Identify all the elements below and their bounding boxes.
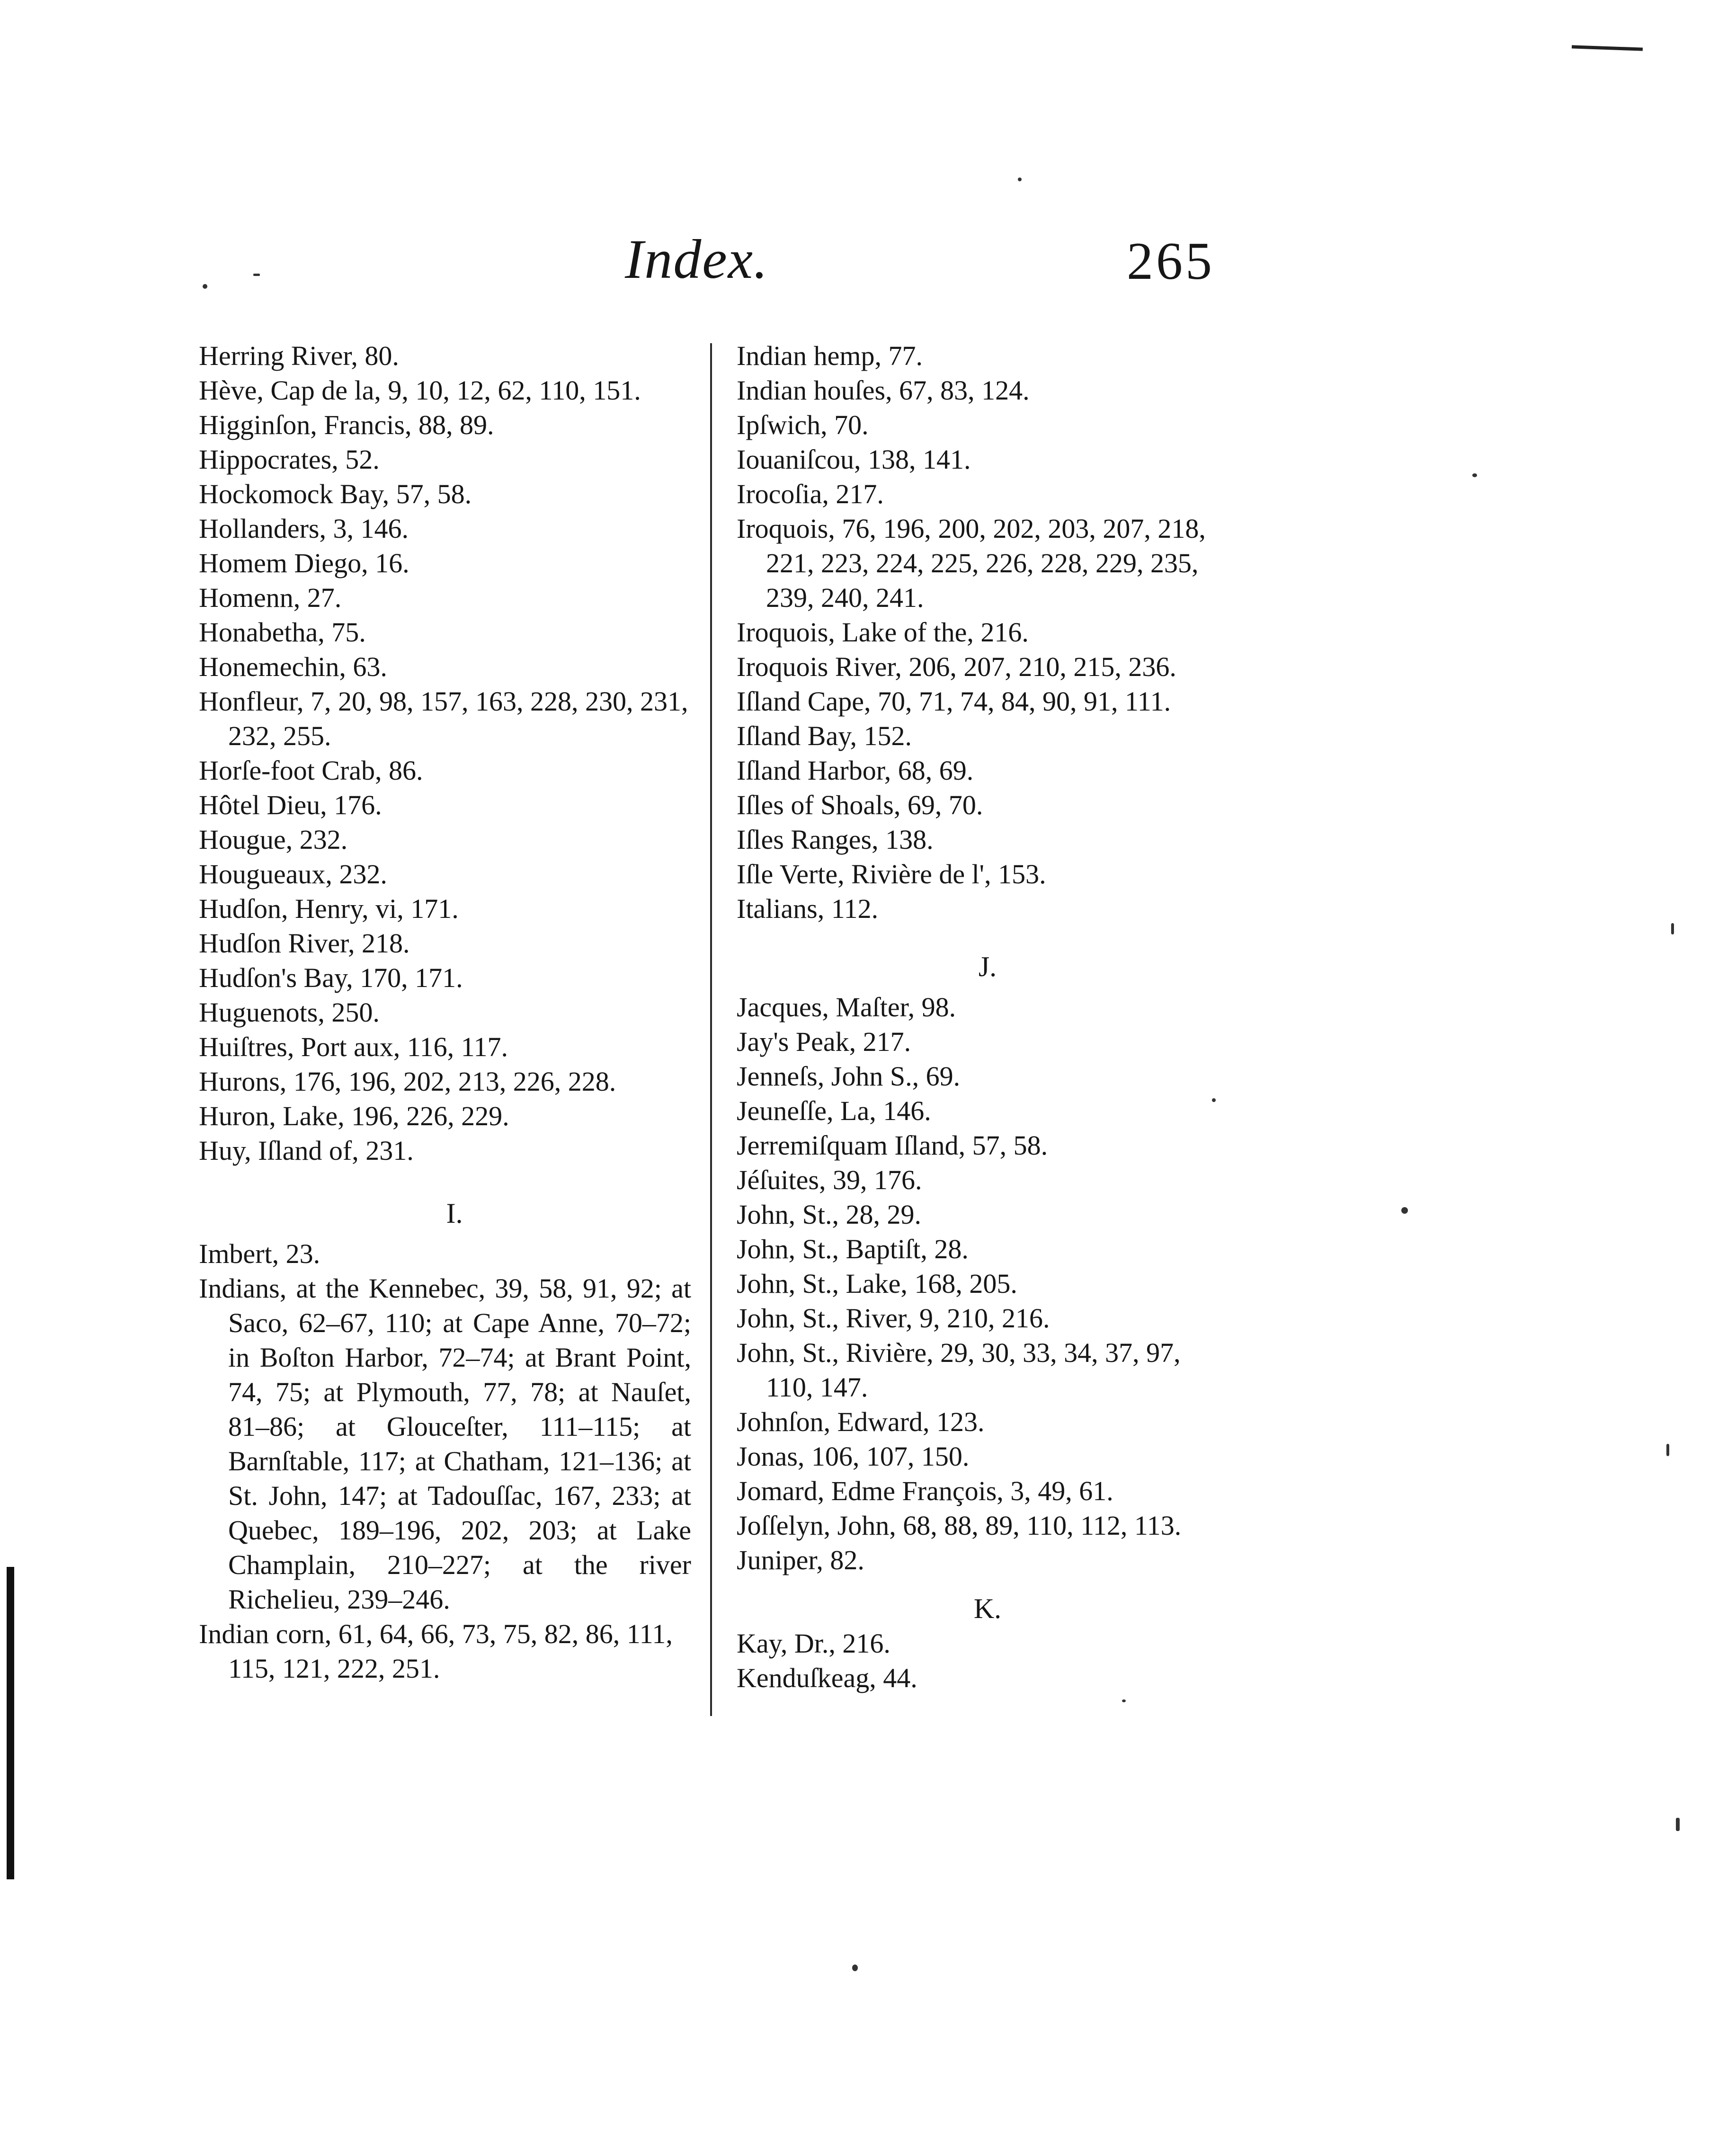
index-entry: Ipſwich, 70.: [737, 409, 869, 440]
index-entry: Hudſon's Bay, 170, 171.: [199, 962, 463, 993]
ink-speck: [1018, 178, 1022, 181]
index-entry: Herring River, 80.: [199, 340, 399, 371]
section-heading-j: J.: [978, 951, 997, 982]
index-entry: Iroquois, 76, 196, 200, 202, 203, 207, 218, 221, 223, 224, 225, 226, 228, 229, 235, 239, 240, 241.: [737, 513, 1206, 613]
index-entry: Italians, 112.: [737, 893, 879, 924]
page-title: Index.: [625, 228, 769, 290]
ink-speck: [1212, 1098, 1216, 1102]
ink-speck: [1676, 1818, 1680, 1831]
index-column-left: [199, 338, 691, 1686]
index-entry: John, St., Lake, 168, 205.: [737, 1268, 1017, 1299]
index-entry: Jeuneſſe, La, 146.: [737, 1095, 931, 1126]
index-entry: Higginſon, Francis, 88, 89.: [199, 409, 494, 440]
index-entry: Honfleur, 7, 20, 98, 157, 163, 228, 230, 231, 232, 255.: [199, 686, 688, 751]
index-column-right: [737, 338, 1229, 1695]
index-entry: Hollanders, 3, 146.: [199, 513, 409, 544]
index-entry: Iſle Verte, Rivière de l', 153.: [737, 859, 1046, 889]
index-entry: Irocoſia, 217.: [737, 479, 884, 509]
ink-speck: [203, 284, 207, 289]
ink-speck: [1122, 1699, 1126, 1702]
index-entry: Johnſon, Edward, 123.: [737, 1406, 985, 1437]
index-entry: John, St., River, 9, 210, 216.: [737, 1303, 1050, 1334]
ink-speck: [253, 274, 260, 276]
index-entry: Jonas, 106, 107, 150.: [737, 1441, 970, 1472]
index-entry: Huron, Lake, 196, 226, 229.: [199, 1101, 509, 1131]
section-heading-k: K.: [973, 1593, 1002, 1624]
index-entry: Hippocrates, 52.: [199, 444, 380, 475]
index-entry: Jacques, Maſter, 98.: [737, 992, 956, 1023]
index-entry: Iſles of Shoals, 69, 70.: [737, 790, 983, 820]
index-entry: Hudſon River, 218.: [199, 928, 410, 959]
index-entry: John, St., Rivière, 29, 30, 33, 34, 37, 97, 110, 147.: [737, 1337, 1181, 1403]
page-number: 265: [1127, 232, 1215, 291]
index-entry: Homem Diego, 16.: [199, 548, 410, 578]
index-entry: Horſe-foot Crab, 86.: [199, 755, 423, 786]
ink-speck: [1671, 923, 1674, 934]
index-entry: Joſſelyn, John, 68, 88, 89, 110, 112, 113.: [737, 1510, 1182, 1541]
ink-speck: [852, 1965, 858, 1971]
index-entry: Iſland Bay, 152.: [737, 720, 912, 751]
index-entry: Hève, Cap de la, 9, 10, 12, 62, 110, 151.: [199, 375, 641, 406]
index-entry: Jéſuites, 39, 176.: [737, 1165, 922, 1195]
index-entry: Indian corn, 61, 64, 66, 73, 75, 82, 86, 111, 115, 121, 222, 251.: [199, 1618, 673, 1684]
ink-speck: [1401, 1207, 1408, 1214]
index-entry: Imbert, 23.: [199, 1238, 320, 1269]
index-entry: Hôtel Dieu, 176.: [199, 790, 382, 820]
index-entry: Iſland Harbor, 68, 69.: [737, 755, 974, 786]
index-entry: Hurons, 176, 196, 202, 213, 226, 228.: [199, 1066, 616, 1097]
index-entry: Indian houſes, 67, 83, 124.: [737, 375, 1030, 406]
index-entry: Honemechin, 63.: [199, 651, 387, 682]
index-entry: Kay, Dr., 216.: [737, 1628, 890, 1659]
index-entry: Kenduſkeag, 44.: [737, 1663, 917, 1693]
index-entry: Juniper, 82.: [737, 1545, 864, 1575]
index-entry: John, St., 28, 29.: [737, 1199, 921, 1230]
index-entry: Hockomock Bay, 57, 58.: [199, 479, 472, 509]
index-entry: Iſles Ranges, 138.: [737, 824, 934, 855]
index-entry: Indians, at the Kennebec, 39, 58, 91, 92; at Saco, 62–67, 110; at Cape Anne, 70–72; in Boſton Harbor, 72–74; at Brant Point, 74, 75; at Plymouth, 77, 78; at Nauſet, 81–86; at Glouceſter, 111–115; at Barnſtable, 117; at Chatham, 121–136; at St. John, 147; at Tadouſſac, 167, 233; at Quebec, 189–196, 202, 203; at Lake Champlain, 210–227; at the river Richelieu, 239–246.: [199, 1273, 691, 1615]
index-entry: Jay's Peak, 217.: [737, 1026, 911, 1057]
ink-speck: [1666, 1444, 1669, 1456]
index-entry: Hougueaux, 232.: [199, 859, 387, 889]
section-heading-i: I.: [446, 1198, 463, 1229]
index-entry: Iouaniſcou, 138, 141.: [737, 444, 971, 475]
index-entry: Hudſon, Henry, vi, 171.: [199, 893, 459, 924]
ink-mark: [1572, 45, 1643, 51]
column-divider: [710, 343, 712, 1716]
index-entry: Honabetha, 75.: [199, 617, 366, 648]
ink-speck: [1472, 473, 1477, 477]
index-entry: Homenn, 27.: [199, 582, 342, 613]
index-entry: Huy, Iſland of, 231.: [199, 1135, 414, 1166]
index-entry: Iſland Cape, 70, 71, 74, 84, 90, 91, 111.: [737, 686, 1171, 717]
index-entry: Jomard, Edme François, 3, 49, 61.: [737, 1476, 1113, 1506]
index-entry: Jerremiſquam Iſland, 57, 58.: [737, 1130, 1048, 1161]
index-entry: Jenneſs, John S., 69.: [737, 1061, 961, 1092]
index-entry: Huguenots, 250.: [199, 997, 380, 1028]
index-entry: John, St., Baptiſt, 28.: [737, 1234, 969, 1264]
index-entry: Iroquois, Lake of the, 216.: [737, 617, 1029, 648]
index-entry: Huiſtres, Port aux, 116, 117.: [199, 1031, 508, 1062]
index-entry: Hougue, 232.: [199, 824, 348, 855]
scan-edge-bar: [7, 1567, 14, 1879]
index-entry: Indian hemp, 77.: [737, 340, 923, 371]
index-entry: Iroquois River, 206, 207, 210, 215, 236.: [737, 651, 1176, 682]
